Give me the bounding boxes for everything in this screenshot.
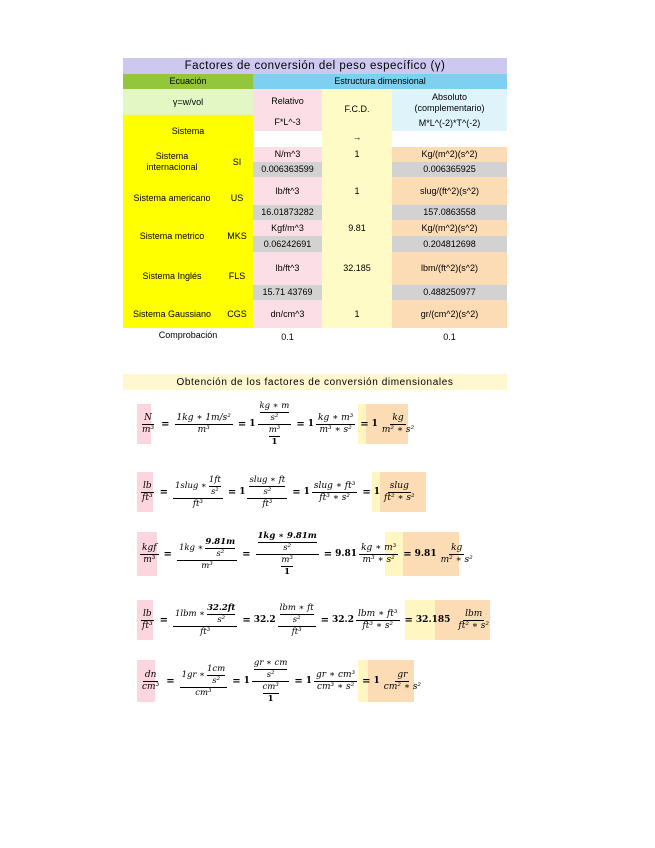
f1-b-coef: 1 <box>249 419 256 429</box>
comprobacion-abs: 0.1 <box>443 331 456 342</box>
row-mks-rel-val: 0.06242691 <box>253 236 322 252</box>
f2-b-nd: s² <box>263 486 272 497</box>
f4-a-in-num: 32.2ft <box>207 602 236 613</box>
f1-d-num: kg <box>392 412 404 423</box>
row-si-rel-unit: N/m^3 <box>253 147 322 162</box>
row-fls-rel-val: 15.71 43769 <box>253 285 322 300</box>
row-si-abs-val: 0.006365925 <box>392 162 507 177</box>
f3-b-nn: 1kg ∗ 9.81m <box>257 530 317 541</box>
row-us-name: Sistema americano <box>123 177 221 220</box>
f2-d-den: ft² ∗ s² <box>384 492 415 503</box>
f5-d-coef: 1 <box>373 676 380 686</box>
f2-d-coef: 1 <box>373 487 380 497</box>
sistema-label: Sistema <box>123 115 253 147</box>
f3-b-nd: s² <box>283 542 292 553</box>
row-cgs-rel-unit: dn/cm^3 <box>253 300 322 328</box>
f5-a-den: cm³ <box>195 687 212 698</box>
f3-lhs-num: kgf <box>142 542 157 553</box>
row-si-code: SI <box>221 147 253 177</box>
relativo-dim: F*L^-3 <box>274 116 301 127</box>
absoluto-label: Absoluto (complementario) <box>414 92 485 113</box>
f3-b-dd: 1 <box>284 566 291 577</box>
row-cgs-abs-unit: gr/(cm^2)(s^2) <box>392 300 507 328</box>
relativo-label: Relativo <box>271 95 304 106</box>
f3-c-den: m³ ∗ s² <box>362 554 395 565</box>
fcd-header <box>322 89 392 147</box>
f4-a-den: ft³ <box>200 626 211 637</box>
comprobacion-rel: 0.1 <box>281 331 294 342</box>
f5-lhs-num: dn <box>144 669 157 680</box>
row-si-name: Sistema internacional <box>123 147 221 177</box>
f2-b-den: ft³ <box>262 498 273 509</box>
row-fls-name: Sistema Inglés <box>123 252 221 300</box>
f1-b-dn: m³ <box>268 424 281 435</box>
f4-b-nn: lbm ∗ ft <box>279 602 314 613</box>
header-estructura: Estructura dimensional <box>253 74 507 89</box>
formula-5: $\frac{dn}{\text{cm³}}$ = 1gr ∗ $\frac{1cm}{\text{s²}}$ cm³ = 1 gr ∗ cm s² cm³ 1 = 1 $\frac{\text{gr ∗ cm³}}{\text{cm³ ∗ s²}}$ = 1 $\frac{gr}{\text{cm² ∗ s²}}$ <box>142 657 422 704</box>
row-us-rel-unit: lb/ft^3 <box>253 177 322 205</box>
f4-a-pre: 1lbm ∗ <box>174 608 206 619</box>
f2-a-in-den: s² <box>210 486 219 497</box>
f4-d-coef: 32.185 <box>415 615 451 625</box>
f3-d-num: kg <box>451 542 463 553</box>
f3-b-dn: m³ <box>281 554 293 565</box>
f1-lhs-den: m³ <box>142 424 155 435</box>
f3-a-in-den: s² <box>216 548 225 559</box>
f4-a-in-den: s² <box>217 614 226 625</box>
f3-c-coef: 9.81 <box>335 549 358 559</box>
f4-b-nd: s² <box>292 614 301 625</box>
row-cgs-code: CGS <box>221 300 253 328</box>
absoluto-dim: M*L^(-2)*T^(-2) <box>418 117 481 128</box>
row-mks-rel-unit: Kgf/m^3 <box>253 220 322 236</box>
f3-c-num: kg ∗ m³ <box>361 542 397 553</box>
f4-lhs-den: ft³ <box>142 620 153 631</box>
row-si-fcd: 1 <box>322 147 392 162</box>
f1-b-dd: 1 <box>271 436 278 447</box>
f5-b-nn: gr ∗ cm <box>253 657 288 668</box>
f1-d-coef: 1 <box>371 419 378 429</box>
row-fls-abs-unit: lbm/(ft^2)(s^2) <box>392 252 507 285</box>
f1-c-num: kg ∗ m³ <box>318 412 354 423</box>
f3-lhs-den: m³ <box>143 554 156 565</box>
row-mks-abs-unit: Kg/(m^2)(s^2) <box>392 220 507 236</box>
f5-a-in-den: s² <box>212 675 220 686</box>
f5-c-coef: 1 <box>305 676 313 686</box>
f2-lhs-den: ft³ <box>142 492 153 503</box>
row-mks-fcd-blank <box>322 236 392 252</box>
row-si-fcd-blank <box>322 162 392 177</box>
section-title: Obtención de los factores de conversión dimensionales <box>123 374 507 390</box>
f5-lhs-den: cm³ <box>142 681 160 692</box>
f5-d-den: cm² ∗ s² <box>383 681 422 692</box>
formula-1: $\frac{N}{\text{m³}}$ = $\frac{\text{1kg ∗ 1m/s²}}{\text{m³}}$ = 1 kg ∗ m s² m³ 1 = 1 $\frac{\text{kg ∗ m³}}{\text{m³ ∗ s²}}$ = 1 $\frac{kg}{\text{m² ∗ s²}}$ <box>142 400 415 447</box>
f5-c-den: cm³ ∗ s² <box>316 681 355 692</box>
row-us-fcd-blank <box>322 205 392 220</box>
f1-a-den: m³ <box>197 424 210 435</box>
f5-b-dd: 1 <box>267 693 274 704</box>
comprobacion-label: Comprobación <box>158 329 218 340</box>
row-si-abs-unit: Kg/(m^2)(s^2) <box>392 147 507 162</box>
row-us-rel-val: 16.01873282 <box>253 205 322 220</box>
f2-a-in-num: 1ft <box>208 474 221 485</box>
f1-c-coef: 1 <box>307 419 315 429</box>
row-mks-fcd: 9.81 <box>322 220 392 236</box>
f1-a-num: 1kg ∗ 1m/s² <box>176 412 231 423</box>
table-title: Factores de conversión del peso específico (γ) <box>123 58 507 74</box>
f5-c-num: gr ∗ cm³ <box>316 669 356 680</box>
row-us-fcd: 1 <box>322 177 392 205</box>
row-mks-abs-val: 0.204812698 <box>392 236 507 252</box>
row-fls-rel-unit: lb/ft^3 <box>253 252 322 285</box>
f2-c-num: slug ∗ ft³ <box>313 480 356 491</box>
f2-a-pre: 1slug ∗ <box>174 480 207 491</box>
f4-lhs-num: lb <box>142 608 152 619</box>
f1-d-den: m² ∗ s² <box>381 424 415 435</box>
f2-c-den: ft³ ∗ s² <box>319 492 350 503</box>
f2-c-coef: 1 <box>303 487 310 497</box>
f2-b-coef: 1 <box>239 487 246 497</box>
absoluto-header <box>392 89 507 131</box>
f4-c-coef: 32.2 <box>332 615 354 625</box>
f5-b-dn: cm³ <box>262 681 279 692</box>
row-us-code: US <box>221 177 253 220</box>
f2-b-nn: slug ∗ ft <box>249 474 286 485</box>
row-fls-fcd-blank <box>322 285 392 300</box>
formula-2: $\frac{lb}{\text{ft³}}$ = 1slug ∗ $\frac{1ft}{\text{s²}}$ ft³ = 1 slug ∗ ft s² ft³ = 1 $\frac{\text{slug ∗ ft³}}{\text{ft³ ∗ s²}}$ = 1 $\frac{\text{slug}}{\text{ft² ∗ s²}}$ <box>142 474 415 509</box>
f4-b-den: ft³ <box>291 626 302 637</box>
f4-d-num: lbm <box>465 608 483 619</box>
f3-a-pre: 1kg ∗ <box>178 542 204 553</box>
row-cgs-fcd: 1 <box>322 300 392 328</box>
row-mks-code: MKS <box>221 220 253 252</box>
f4-c-num: lbm ∗ ft³ <box>357 608 398 619</box>
f3-a-in-num: 9.81m <box>205 536 236 547</box>
row-fls-fcd: 32.185 <box>322 252 392 285</box>
f2-d-num: slug <box>389 480 409 491</box>
f4-c-den: ft³ ∗ s² <box>362 620 394 631</box>
row-si-rel-val: 0.006363599 <box>253 162 322 177</box>
f2-lhs-num: lb <box>142 480 152 491</box>
row-fls-code: FLS <box>221 252 253 300</box>
arrow-icon: → <box>352 131 362 142</box>
f5-b-nd: s² <box>266 669 275 680</box>
header-ecuacion: Ecuación <box>123 74 253 89</box>
row-fls-abs-val: 0.488250977 <box>392 285 507 300</box>
row-mks-name: Sistema metrico <box>123 220 221 252</box>
f3-d-den: m² ∗ s² <box>440 554 473 565</box>
f5-b-coef: 1 <box>243 676 250 686</box>
f5-d-num: gr <box>397 669 408 680</box>
f3-d-coef: 9.81 <box>414 549 437 559</box>
f1-c-den: m³ ∗ s² <box>319 424 352 435</box>
f4-b-coef: 32.2 <box>253 615 276 625</box>
fcd-label: F.C.D. <box>344 103 370 114</box>
f1-b-nd: s² <box>270 412 279 423</box>
row-us-abs-val: 157.0863558 <box>392 205 507 220</box>
formula-3: $\frac{\text{kgf}}{\text{m³}}$ = 1kg ∗ $\frac{9.81m}{\text{s²}}$ m³ = 1kg ∗ 9.81m s² m³ 1 = 9.81 $\frac{\text{kg ∗ m³}}{\text{m³ ∗ s²}}$ = 9.81 $\frac{kg}{\text{m² ∗ s²}}$ <box>142 530 473 577</box>
f1-lhs-num: N <box>144 412 153 423</box>
gamma-formula: γ=w/vol <box>123 89 253 115</box>
f4-d-den: ft² ∗ s² <box>458 620 489 631</box>
f3-a-den: m³ <box>201 560 213 571</box>
f2-a-den: ft³ <box>192 498 203 509</box>
relativo-header <box>253 89 322 131</box>
f5-a-pre: 1gr ∗ <box>181 669 205 680</box>
f1-b-nn: kg ∗ m <box>259 400 290 411</box>
row-cgs-name: Sistema Gaussiano <box>123 300 221 328</box>
f5-a-in-num: 1cm <box>206 663 226 674</box>
formula-4: $\frac{lb}{\text{ft³}}$ = 1lbm ∗ $\frac{32.2ft}{\text{s²}}$ ft³ = 32.2 lbm ∗ ft s² ft³ = 32.2 $\frac{\text{lbm ∗ ft³}}{\text{ft³ ∗ s²}}$ = 32.185 $\frac{\text{lbm}}{\text{ft² ∗ s²}}$ <box>142 602 489 637</box>
row-us-abs-unit: slug/(ft^2)(s^2) <box>392 177 507 205</box>
